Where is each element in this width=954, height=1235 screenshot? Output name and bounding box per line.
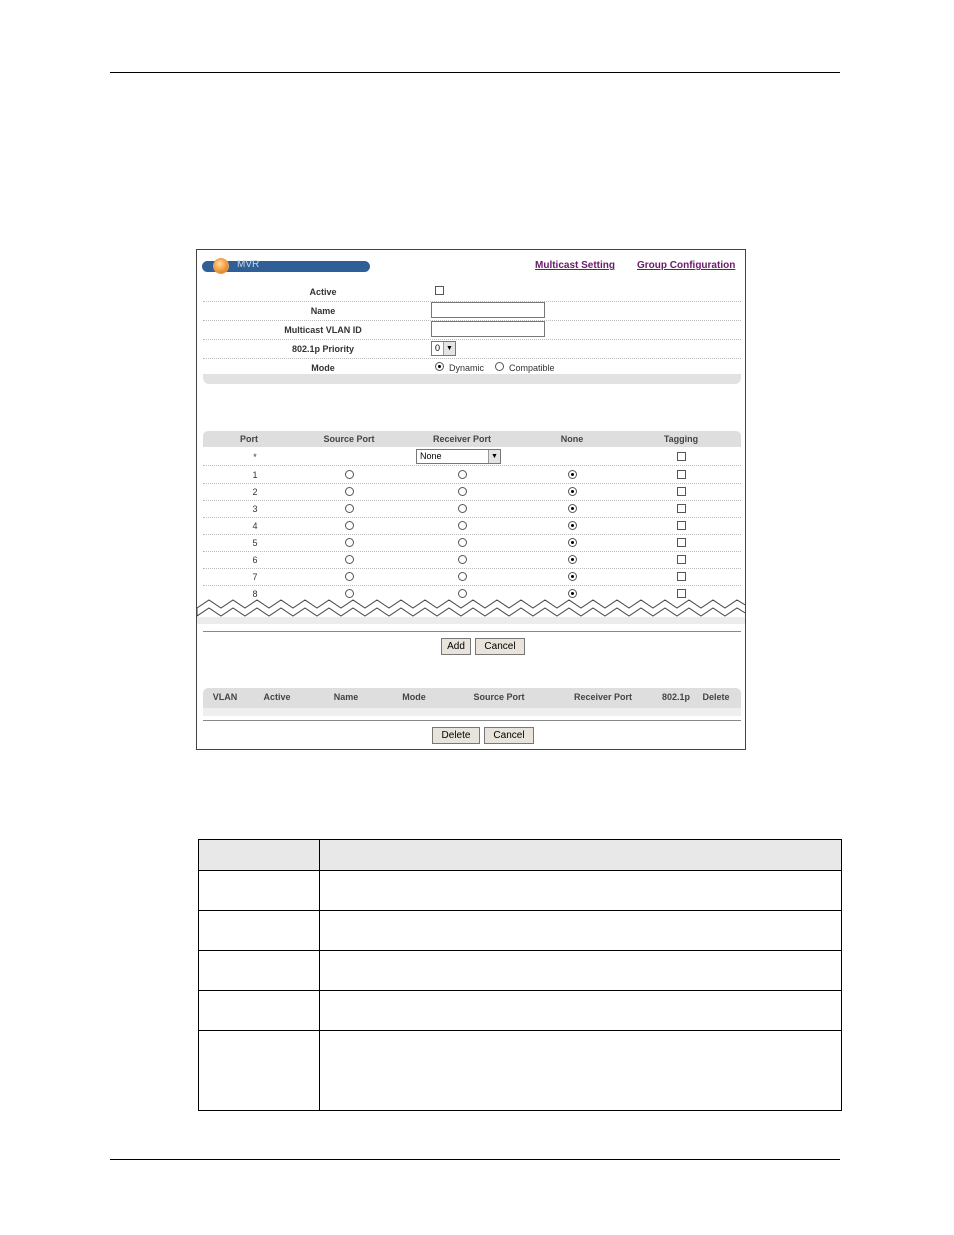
table-cell (199, 840, 320, 871)
table-cell (320, 1031, 842, 1111)
tagging-checkbox[interactable] (677, 504, 686, 513)
description-table (198, 839, 842, 1111)
summary-table-body (203, 708, 741, 716)
mode-compatible-label: Compatible (509, 363, 555, 373)
table-cell (199, 911, 320, 951)
header-rule (110, 72, 840, 73)
source-port-radio[interactable] (345, 538, 354, 547)
mode-dynamic-radio[interactable] (435, 362, 444, 371)
col-tagging: Tagging (663, 434, 699, 444)
priority-row (203, 339, 741, 359)
vlan-row (203, 320, 741, 340)
table-row (203, 534, 741, 552)
mode-compatible-radio[interactable] (495, 362, 504, 371)
table-cell (320, 911, 842, 951)
tagging-checkbox[interactable] (677, 572, 686, 581)
col-source-port: Source Port (323, 434, 375, 444)
add-button[interactable]: Add (441, 638, 471, 655)
col-source-port: Source Port (473, 692, 525, 702)
tagging-checkbox[interactable] (677, 470, 686, 479)
table-row (199, 871, 842, 911)
table-header-row (199, 840, 842, 871)
col-port: Port (240, 434, 258, 444)
table-row (203, 551, 741, 569)
mode-label: Mode (311, 363, 335, 373)
none-radio[interactable] (568, 555, 577, 564)
tagging-checkbox[interactable] (677, 538, 686, 547)
receiver-port-radio[interactable] (458, 538, 467, 547)
table-row (203, 466, 741, 484)
title-orb-icon (213, 258, 229, 274)
col-receiver-port: Receiver Port (432, 434, 492, 444)
name-label: Name (310, 306, 336, 316)
chevron-down-icon: ▼ (488, 450, 500, 463)
table-cell (320, 951, 842, 991)
table-cell (199, 951, 320, 991)
active-row (203, 282, 741, 302)
none-radio[interactable] (568, 487, 577, 496)
table-row (203, 568, 741, 586)
footer-rule (110, 1159, 840, 1160)
port-number: 1 (252, 470, 258, 480)
divider (203, 631, 741, 632)
port-number: 2 (252, 487, 258, 497)
col-name: Name (333, 692, 359, 702)
zigzag-break-icon (197, 594, 746, 624)
all-ports-select[interactable] (416, 449, 501, 464)
col-mode: Mode (402, 692, 426, 702)
multicast-setting-link[interactable]: Multicast Setting (535, 260, 616, 271)
delete-button[interactable]: Delete (432, 727, 480, 744)
group-configuration-link[interactable]: Group Configuration (637, 260, 736, 271)
receiver-port-radio[interactable] (458, 521, 467, 530)
tagging-checkbox[interactable] (677, 487, 686, 496)
table-cell (199, 1031, 320, 1111)
table-row (199, 991, 842, 1031)
table-row (199, 951, 842, 991)
col-receiver-port: Receiver Port (573, 692, 633, 702)
all-ports-label: * (253, 452, 257, 462)
name-row (203, 301, 741, 321)
port-table-header (203, 431, 741, 447)
source-port-radio[interactable] (345, 521, 354, 530)
divider (203, 720, 741, 721)
col-active: Active (263, 692, 291, 702)
table-row (199, 911, 842, 951)
receiver-port-radio[interactable] (458, 504, 467, 513)
table-row (199, 1031, 842, 1111)
all-ports-tagging-checkbox[interactable] (677, 452, 686, 461)
table-cell (320, 871, 842, 911)
vlan-label: Multicast VLAN ID (284, 325, 362, 335)
mode-dynamic-label: Dynamic (449, 363, 485, 373)
table-cell (320, 991, 842, 1031)
none-radio[interactable] (568, 538, 577, 547)
none-radio[interactable] (568, 470, 577, 479)
source-port-radio[interactable] (345, 504, 354, 513)
receiver-port-radio[interactable] (458, 470, 467, 479)
table-row (203, 517, 741, 535)
active-label: Active (309, 287, 337, 297)
page-title: MVR (237, 259, 260, 270)
priority-select[interactable] (431, 341, 456, 356)
none-radio[interactable] (568, 504, 577, 513)
all-ports-row (203, 448, 741, 466)
chevron-down-icon: ▼ (443, 342, 455, 355)
source-port-radio[interactable] (345, 470, 354, 479)
summary-table-header (203, 688, 741, 708)
cancel-button[interactable]: Cancel (475, 638, 525, 655)
port-number: 5 (252, 538, 258, 548)
col-delete: Delete (702, 692, 730, 702)
mvr-screenshot (196, 249, 746, 750)
source-port-radio[interactable] (345, 555, 354, 564)
none-radio[interactable] (568, 521, 577, 530)
tagging-checkbox[interactable] (677, 555, 686, 564)
name-input[interactable] (431, 302, 545, 318)
port-number: 6 (252, 555, 258, 565)
priority-label: 802.1p Priority (291, 344, 355, 354)
table-row (203, 483, 741, 501)
all-ports-select-value: None (420, 451, 442, 461)
col-priority: 802.1p (661, 692, 691, 702)
source-port-radio[interactable] (345, 487, 354, 496)
port-number: 7 (252, 572, 258, 582)
col-none: None (560, 434, 584, 444)
active-checkbox[interactable] (435, 286, 444, 295)
none-radio[interactable] (568, 572, 577, 581)
form-panel-footer (203, 374, 741, 384)
port-number: 8 (252, 589, 258, 599)
receiver-port-radio[interactable] (458, 572, 467, 581)
tagging-checkbox[interactable] (677, 521, 686, 530)
table-row (203, 500, 741, 518)
port-number: 4 (252, 521, 258, 531)
vlan-id-input[interactable] (431, 321, 545, 337)
table-cell (199, 871, 320, 911)
source-port-radio[interactable] (345, 572, 354, 581)
table-cell (199, 991, 320, 1031)
cancel-delete-button[interactable]: Cancel (484, 727, 534, 744)
receiver-port-radio[interactable] (458, 555, 467, 564)
col-vlan: VLAN (212, 692, 238, 702)
priority-value: 0 (435, 343, 441, 353)
receiver-port-radio[interactable] (458, 487, 467, 496)
table-cell (320, 840, 842, 871)
port-number: 3 (252, 504, 258, 514)
